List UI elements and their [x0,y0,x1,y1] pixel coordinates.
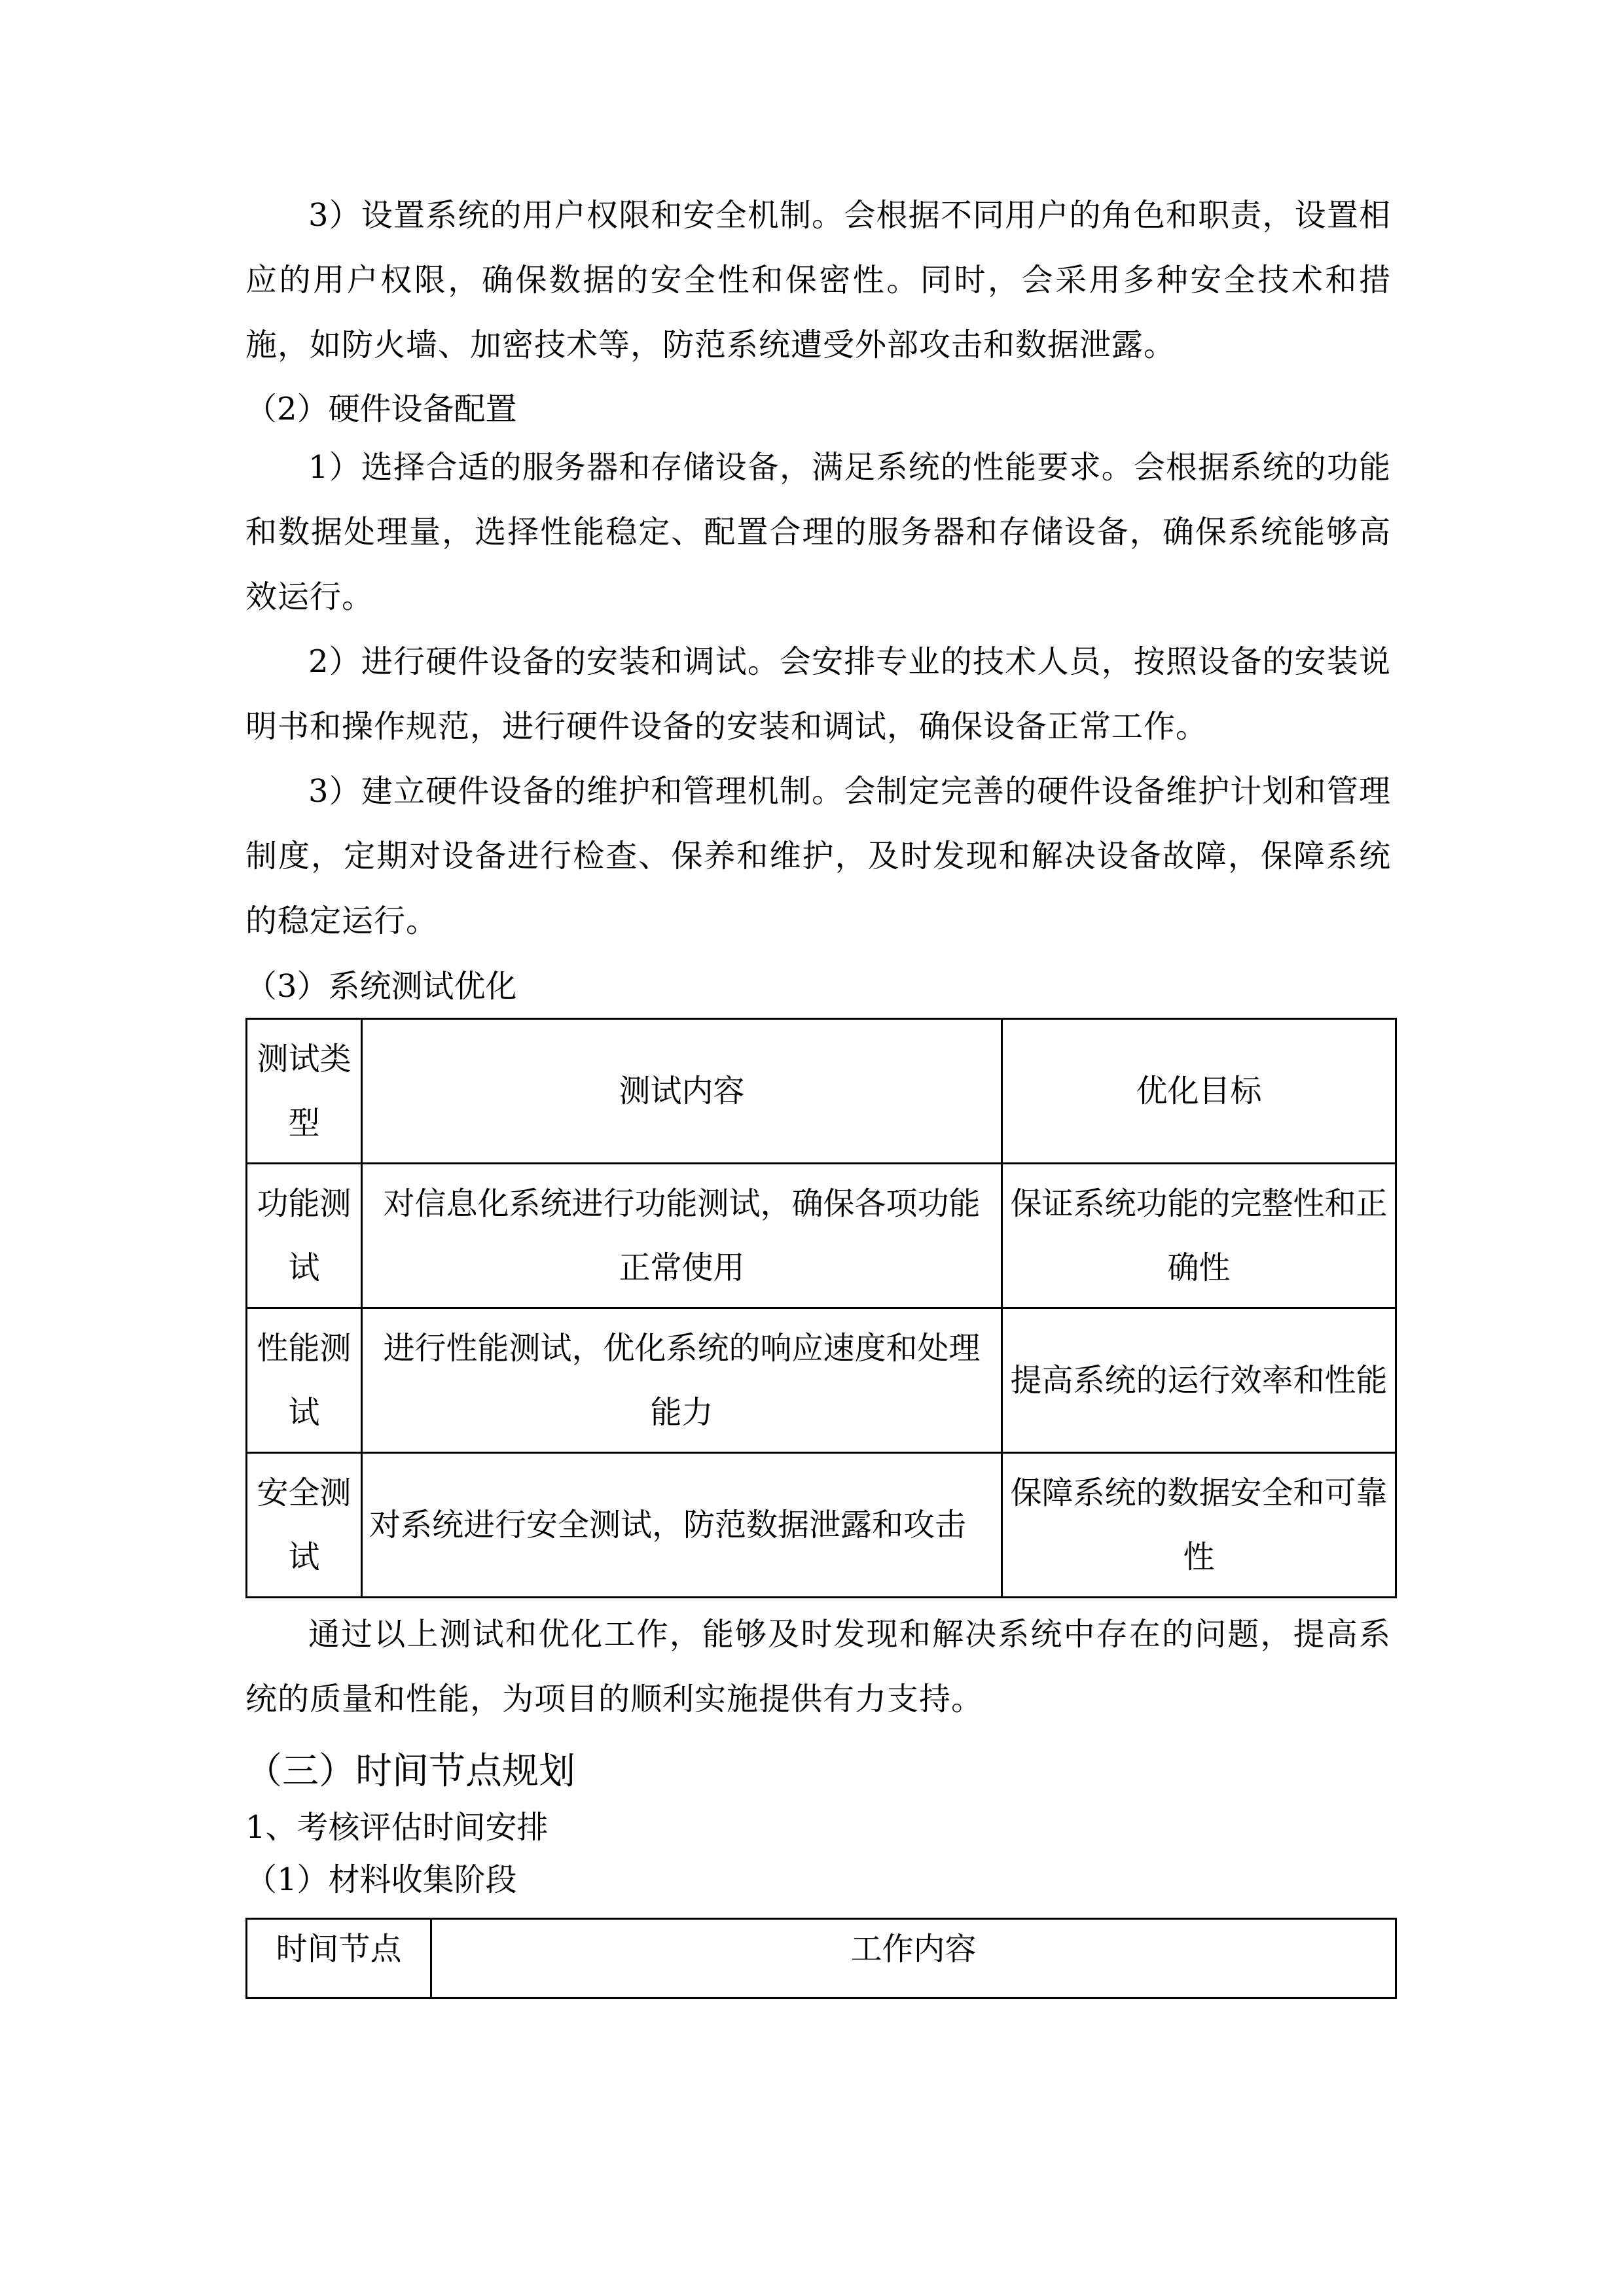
schedule-table [245,1918,1397,1999]
section-title: （三）时间节点规划 [245,1750,575,1793]
table-header-row [247,1019,1396,1164]
header-cell: 工作内容 [431,1919,1396,1998]
header-cell: 优化目标 [1002,1019,1396,1164]
paragraph-summary: 通过以上测试和优化工作，能够及时发现和解决系统中存在的问题，提高系统的质量和性能，为项目的顺利实施提供有力支持。 [245,1616,1391,1717]
table-cell: 性能测试 [247,1308,362,1453]
table-cell: 提高系统的运行效率和性能 [1002,1308,1396,1453]
heading-hardware: （2）硬件设备配置 [245,391,517,427]
paragraph-hardware-3: 3）建立硬件设备的维护和管理机制。会制定完善的硬件设备维护计划和管理制度，定期对设备进行检查、保养和维护，及时发现和解决设备故障，保障系统的稳定运行。 [245,773,1391,939]
subheading-schedule: 1、考核评估时间安排 [245,1809,549,1846]
header-cell: 测试内容 [362,1019,1002,1164]
table-cell: 功能测试 [247,1164,362,1308]
table-cell: 对信息化系统进行功能测试，确保各项功能正常使用 [362,1164,1002,1308]
test-table [245,1018,1397,1598]
paragraph-security: 3）设置系统的用户权限和安全机制。会根据不同用户的角色和职责，设置相应的用户权限，确保数据的安全性和保密性。同时，会采用多种安全技术和措施，如防火墙、加密技术等，防范系统遭受外部攻击和数据泄露。 [245,197,1391,363]
document-page [245,183,1391,1999]
table-cell: 进行性能测试，优化系统的响应速度和处理能力 [362,1308,1002,1453]
table-cell: 安全测试 [247,1453,362,1598]
header-cell: 时间节点 [247,1919,431,1998]
table-cell: 保障系统的数据安全和可靠性 [1002,1453,1396,1598]
table-header-row [247,1919,1396,1998]
table-cell: 对系统进行安全测试，防范数据泄露和攻击 [362,1453,1002,1598]
paragraph-hardware-1: 1）选择合适的服务器和存储设备，满足系统的性能要求。会根据系统的功能和数据处理量，选择性能稳定、配置合理的服务器和存储设备，确保系统能够高效运行。 [245,449,1391,615]
table-cell: 保证系统功能的完整性和正确性 [1002,1164,1396,1308]
table-row [247,1308,1396,1453]
heading-test: （3）系统测试优化 [245,968,517,1005]
table-row [247,1164,1396,1308]
subheading-collection: （1）材料收集阶段 [245,1861,517,1898]
table-row [247,1453,1396,1598]
paragraph-hardware-2: 2）进行硬件设备的安装和调试。会安排专业的技术人员，按照设备的安装说明书和操作规范，进行硬件设备的安装和调试，确保设备正常工作。 [245,643,1391,745]
header-cell: 测试类型 [247,1019,362,1164]
